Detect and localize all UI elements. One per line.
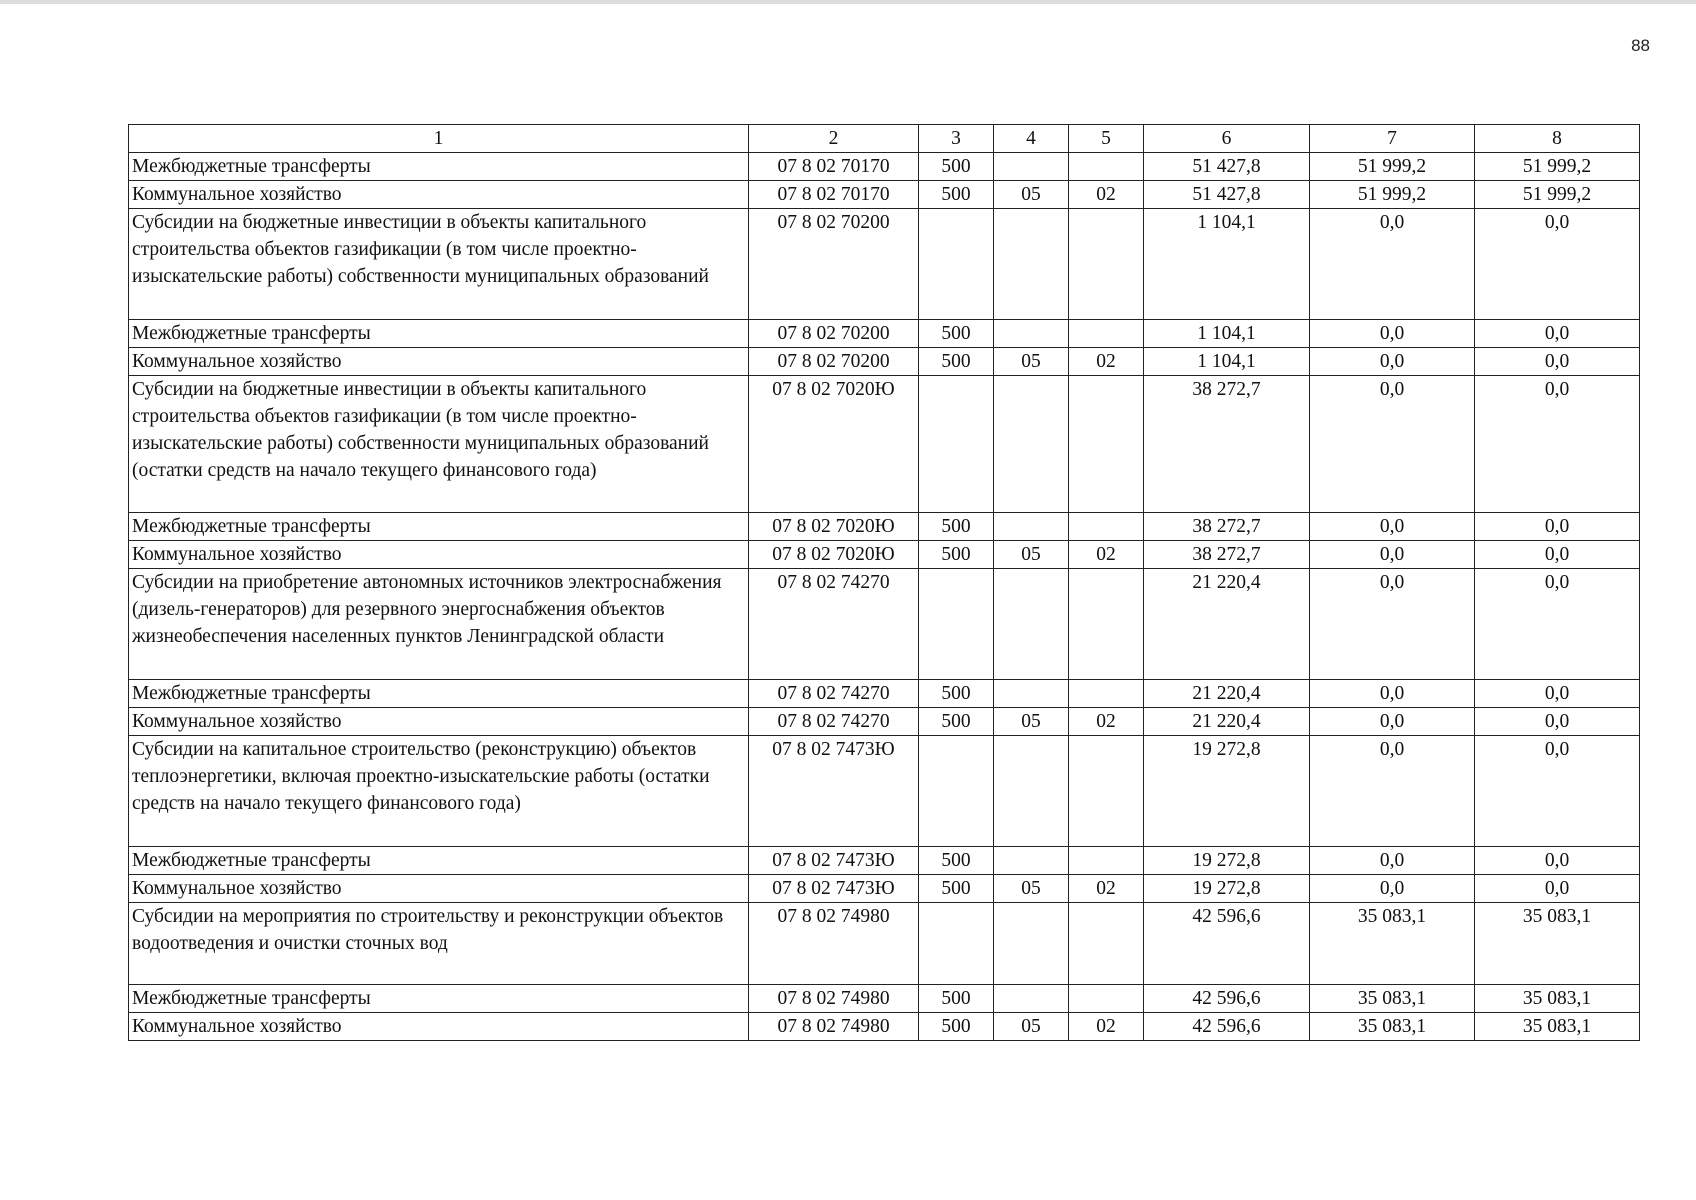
- header-cell: 1: [129, 125, 749, 153]
- row-value-6: 38 272,7: [1144, 513, 1310, 541]
- row-name: Коммунальное хозяйство: [129, 1013, 749, 1041]
- row-value-8: 35 083,1: [1475, 985, 1640, 1013]
- row-rz: 05: [994, 348, 1069, 376]
- row-value-8: 0,0: [1475, 320, 1640, 348]
- row-name: Коммунальное хозяйство: [129, 181, 749, 209]
- row-value-6: 51 427,8: [1144, 181, 1310, 209]
- row-vr: [919, 376, 994, 513]
- row-code: 07 8 02 70170: [749, 153, 919, 181]
- row-pr: 02: [1069, 875, 1144, 903]
- row-value-8: 35 083,1: [1475, 903, 1640, 985]
- row-rz: 05: [994, 708, 1069, 736]
- row-name: Межбюджетные трансферты: [129, 847, 749, 875]
- row-vr: [919, 209, 994, 320]
- row-rz: [994, 680, 1069, 708]
- row-pr: [1069, 736, 1144, 847]
- header-cell: 7: [1310, 125, 1475, 153]
- row-value-8: 0,0: [1475, 541, 1640, 569]
- row-value-7: 35 083,1: [1310, 1013, 1475, 1041]
- row-name: Субсидии на приобретение автономных источников электроснабжения (дизель-генераторов) для резервного энергоснабжения объектов жизнеобеспечения населенных пунктов Ленинградской области: [129, 569, 749, 680]
- row-code: 07 8 02 74980: [749, 1013, 919, 1041]
- row-rz: [994, 513, 1069, 541]
- row-vr: 500: [919, 513, 994, 541]
- row-rz: 05: [994, 181, 1069, 209]
- row-pr: [1069, 376, 1144, 513]
- row-rz: [994, 847, 1069, 875]
- table-row: [129, 320, 1640, 348]
- row-value-6: 19 272,8: [1144, 847, 1310, 875]
- row-code: 07 8 02 70200: [749, 320, 919, 348]
- table-row: [129, 847, 1640, 875]
- row-code: 07 8 02 7020Ю: [749, 376, 919, 513]
- row-code: 07 8 02 74270: [749, 680, 919, 708]
- row-pr: [1069, 320, 1144, 348]
- row-value-8: 0,0: [1475, 348, 1640, 376]
- row-value-7: 0,0: [1310, 680, 1475, 708]
- row-pr: [1069, 513, 1144, 541]
- table-row: [129, 348, 1640, 376]
- row-value-7: 0,0: [1310, 320, 1475, 348]
- row-name: Межбюджетные трансферты: [129, 153, 749, 181]
- row-value-6: 21 220,4: [1144, 680, 1310, 708]
- row-value-7: 51 999,2: [1310, 181, 1475, 209]
- row-rz: [994, 903, 1069, 985]
- row-code: 07 8 02 7020Ю: [749, 541, 919, 569]
- row-value-6: 1 104,1: [1144, 209, 1310, 320]
- row-value-7: 0,0: [1310, 376, 1475, 513]
- row-value-8: 35 083,1: [1475, 1013, 1640, 1041]
- row-pr: 02: [1069, 181, 1144, 209]
- table-row: [129, 708, 1640, 736]
- row-value-6: 38 272,7: [1144, 376, 1310, 513]
- row-vr: 500: [919, 875, 994, 903]
- row-pr: [1069, 680, 1144, 708]
- row-vr: [919, 569, 994, 680]
- row-rz: [994, 569, 1069, 680]
- row-pr: [1069, 847, 1144, 875]
- page-number: 88: [1631, 36, 1650, 55]
- row-value-6: 21 220,4: [1144, 708, 1310, 736]
- table-row: [129, 153, 1640, 181]
- row-code: 07 8 02 7020Ю: [749, 513, 919, 541]
- row-vr: 500: [919, 847, 994, 875]
- row-code: 07 8 02 70170: [749, 181, 919, 209]
- row-value-7: 0,0: [1310, 875, 1475, 903]
- row-value-7: 35 083,1: [1310, 903, 1475, 985]
- row-value-8: 0,0: [1475, 708, 1640, 736]
- row-value-8: 0,0: [1475, 736, 1640, 847]
- row-value-8: 0,0: [1475, 875, 1640, 903]
- row-name: Субсидии на бюджетные инвестиции в объекты капитального строительства объектов газификации (в том числе проектно-изыскательские работы) собственности муниципальных образований: [129, 209, 749, 320]
- row-pr: [1069, 209, 1144, 320]
- row-value-7: 0,0: [1310, 541, 1475, 569]
- row-pr: 02: [1069, 708, 1144, 736]
- row-value-6: 42 596,6: [1144, 1013, 1310, 1041]
- row-rz: 05: [994, 541, 1069, 569]
- row-value-6: 21 220,4: [1144, 569, 1310, 680]
- table-row: [129, 513, 1640, 541]
- row-code: 07 8 02 74980: [749, 903, 919, 985]
- row-value-8: 0,0: [1475, 680, 1640, 708]
- row-value-8: 51 999,2: [1475, 181, 1640, 209]
- table-row: [129, 680, 1640, 708]
- table-header-row: [129, 125, 1640, 153]
- row-code: 07 8 02 7473Ю: [749, 736, 919, 847]
- row-name: Межбюджетные трансферты: [129, 320, 749, 348]
- row-value-7: 0,0: [1310, 708, 1475, 736]
- row-value-6: 19 272,8: [1144, 875, 1310, 903]
- row-pr: 02: [1069, 1013, 1144, 1041]
- row-name: Коммунальное хозяйство: [129, 348, 749, 376]
- header-cell: 3: [919, 125, 994, 153]
- row-pr: [1069, 985, 1144, 1013]
- row-vr: [919, 903, 994, 985]
- budget-table: [128, 124, 1640, 1041]
- row-value-6: 38 272,7: [1144, 541, 1310, 569]
- table-row: [129, 209, 1640, 320]
- header-cell: 6: [1144, 125, 1310, 153]
- row-value-7: 0,0: [1310, 209, 1475, 320]
- row-rz: [994, 736, 1069, 847]
- row-code: 07 8 02 7473Ю: [749, 875, 919, 903]
- table-row: [129, 569, 1640, 680]
- row-pr: [1069, 569, 1144, 680]
- row-value-8: 0,0: [1475, 569, 1640, 680]
- row-value-8: 0,0: [1475, 376, 1640, 513]
- row-value-6: 1 104,1: [1144, 348, 1310, 376]
- row-code: 07 8 02 70200: [749, 209, 919, 320]
- row-value-7: 35 083,1: [1310, 985, 1475, 1013]
- row-vr: 500: [919, 348, 994, 376]
- row-name: Коммунальное хозяйство: [129, 875, 749, 903]
- row-rz: 05: [994, 875, 1069, 903]
- row-value-8: 0,0: [1475, 513, 1640, 541]
- row-rz: [994, 985, 1069, 1013]
- row-rz: [994, 209, 1069, 320]
- row-pr: 02: [1069, 541, 1144, 569]
- row-code: 07 8 02 74270: [749, 569, 919, 680]
- row-value-6: 51 427,8: [1144, 153, 1310, 181]
- row-code: 07 8 02 74980: [749, 985, 919, 1013]
- table-row: [129, 985, 1640, 1013]
- row-value-7: 0,0: [1310, 569, 1475, 680]
- header-cell: 8: [1475, 125, 1640, 153]
- table-row: [129, 541, 1640, 569]
- table-row: [129, 1013, 1640, 1041]
- row-value-6: 1 104,1: [1144, 320, 1310, 348]
- row-value-6: 19 272,8: [1144, 736, 1310, 847]
- header-cell: 2: [749, 125, 919, 153]
- row-rz: [994, 320, 1069, 348]
- row-vr: 500: [919, 1013, 994, 1041]
- row-code: 07 8 02 7473Ю: [749, 847, 919, 875]
- row-value-8: 0,0: [1475, 847, 1640, 875]
- row-vr: 500: [919, 708, 994, 736]
- row-name: Межбюджетные трансферты: [129, 985, 749, 1013]
- table-row: [129, 181, 1640, 209]
- row-name: Субсидии на капитальное строительство (реконструкцию) объектов теплоэнергетики, включая проектно-изыскательские работы (остатки средств на начало текущего финансового года): [129, 736, 749, 847]
- row-vr: 500: [919, 985, 994, 1013]
- scan-top-edge: [0, 0, 1696, 4]
- row-pr: 02: [1069, 348, 1144, 376]
- row-code: 07 8 02 70200: [749, 348, 919, 376]
- table-row: [129, 875, 1640, 903]
- row-name: Коммунальное хозяйство: [129, 541, 749, 569]
- row-name: Субсидии на мероприятия по строительству и реконструкции объектов водоотведения и очистки сточных вод: [129, 903, 749, 985]
- header-cell: 4: [994, 125, 1069, 153]
- row-value-8: 0,0: [1475, 209, 1640, 320]
- row-value-7: 51 999,2: [1310, 153, 1475, 181]
- row-name: Коммунальное хозяйство: [129, 708, 749, 736]
- row-code: 07 8 02 74270: [749, 708, 919, 736]
- row-name: Субсидии на бюджетные инвестиции в объекты капитального строительства объектов газификации (в том числе проектно-изыскательские работы) собственности муниципальных образований (остатки средств на начало текущего финансового года): [129, 376, 749, 513]
- row-value-7: 0,0: [1310, 348, 1475, 376]
- row-vr: 500: [919, 320, 994, 348]
- row-vr: 500: [919, 181, 994, 209]
- row-value-7: 0,0: [1310, 513, 1475, 541]
- row-pr: [1069, 153, 1144, 181]
- row-name: Межбюджетные трансферты: [129, 513, 749, 541]
- row-value-8: 51 999,2: [1475, 153, 1640, 181]
- header-cell: 5: [1069, 125, 1144, 153]
- row-name: Межбюджетные трансферты: [129, 680, 749, 708]
- row-vr: 500: [919, 680, 994, 708]
- row-pr: [1069, 903, 1144, 985]
- row-value-6: 42 596,6: [1144, 985, 1310, 1013]
- row-value-6: 42 596,6: [1144, 903, 1310, 985]
- row-value-7: 0,0: [1310, 847, 1475, 875]
- row-vr: [919, 736, 994, 847]
- table-row: [129, 736, 1640, 847]
- row-value-7: 0,0: [1310, 736, 1475, 847]
- table-row: [129, 376, 1640, 513]
- row-rz: [994, 153, 1069, 181]
- row-rz: 05: [994, 1013, 1069, 1041]
- row-rz: [994, 376, 1069, 513]
- table-row: [129, 903, 1640, 985]
- row-vr: 500: [919, 153, 994, 181]
- row-vr: 500: [919, 541, 994, 569]
